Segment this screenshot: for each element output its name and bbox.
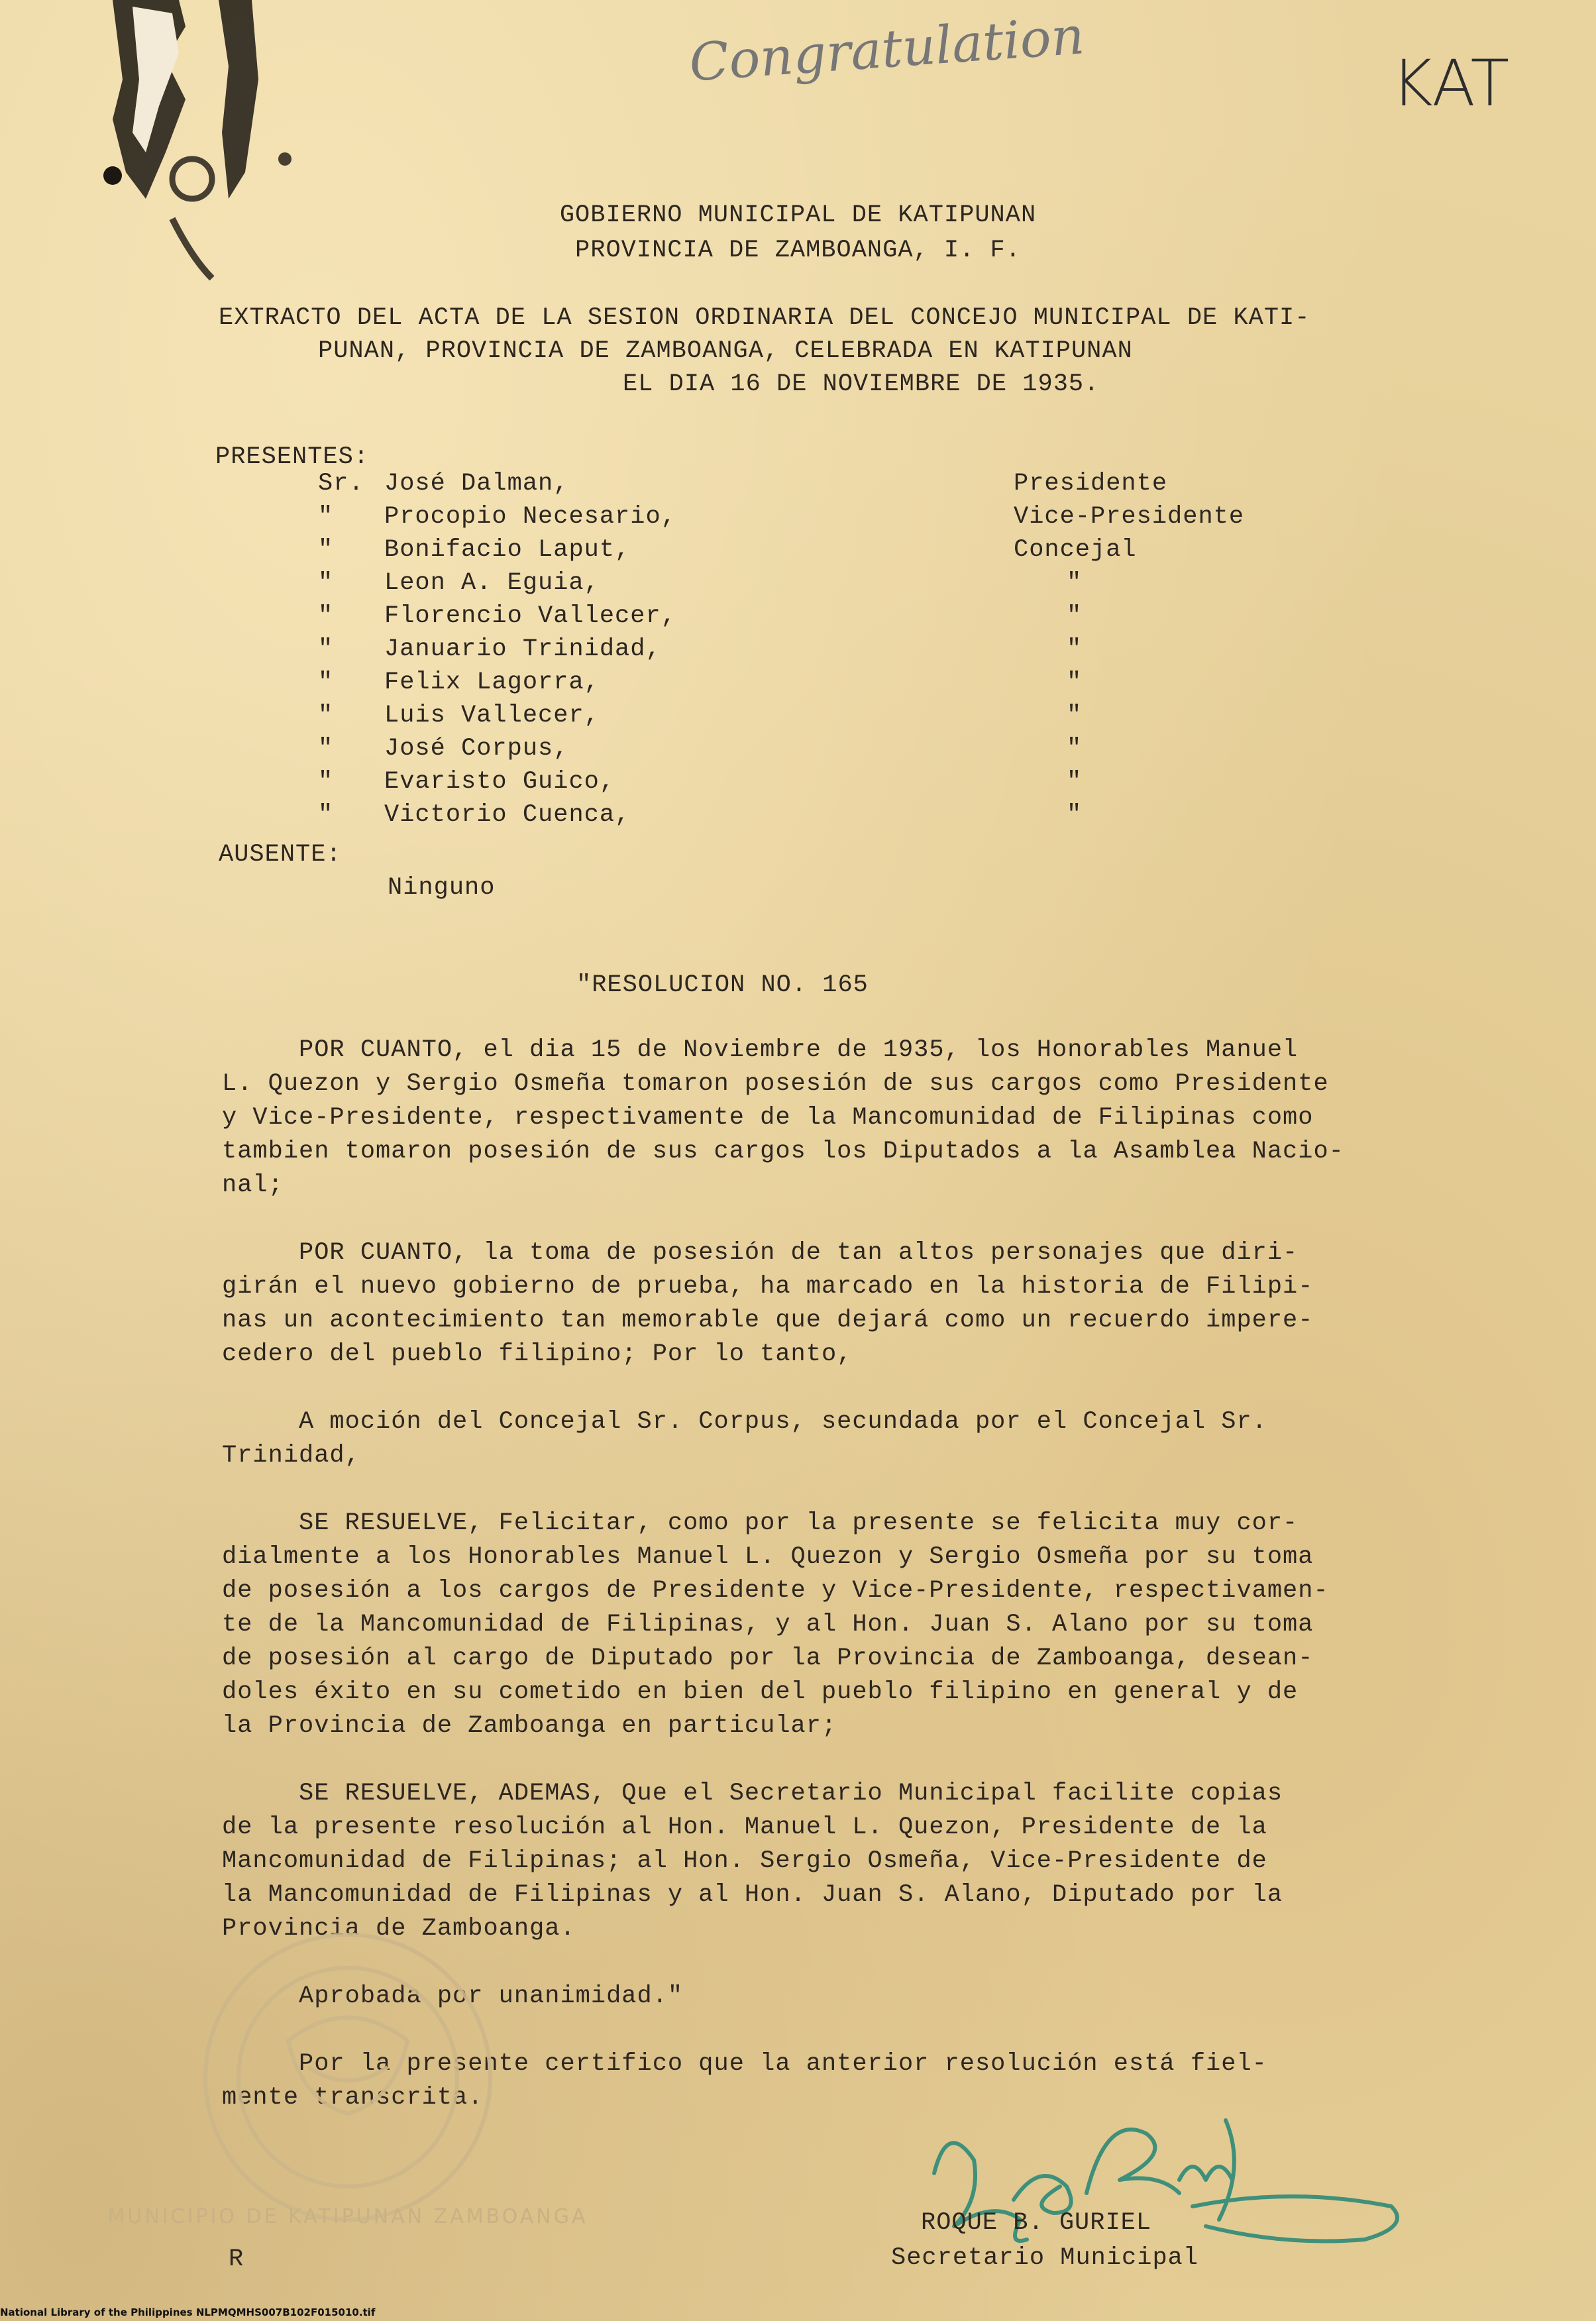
seal-lettering: MUNICIPIO DE KATIPUNAN ZAMBOANGA (107, 2205, 588, 2228)
member-name: Evaristo Guico, (384, 768, 615, 796)
member-role: " (1067, 735, 1083, 763)
member-row (318, 798, 1378, 832)
paragraph-line: tambien tomaron posesión de sus cargos los Diputados a la Asamblea Nacio- (222, 1138, 1344, 1165)
paragraph-line: A moción del Concejal Sr. Corpus, secundada por el Concejal Sr. (222, 1408, 1267, 1436)
member-prefix: " (318, 735, 334, 763)
members-list (318, 467, 1378, 832)
member-row (318, 699, 1378, 732)
member-name: Victorio Cuenca, (384, 801, 631, 829)
member-prefix: Sr. (318, 470, 364, 498)
paragraph-3 (222, 1405, 1344, 1473)
member-row (318, 600, 1378, 633)
paragraph-line: Trinidad, (222, 1442, 360, 1470)
signatory-title: Secretario Municipal (891, 2244, 1199, 2272)
archive-footer: National Library of the Philippines NLPMQMHS007B102F015010.tif (0, 2306, 376, 2318)
member-prefix: " (318, 768, 334, 796)
member-role: " (1067, 768, 1083, 796)
resolution-heading: "RESOLUCION NO. 165 (576, 971, 869, 999)
member-name: Bonifacio Laput, (384, 536, 631, 564)
paragraph-5 (222, 1777, 1344, 1946)
paragraph-line: y Vice-Presidente, respectivamente de la Mancomunidad de Filipinas como (222, 1104, 1314, 1132)
member-name: José Corpus, (384, 735, 569, 763)
paragraph-line: la Mancomunidad de Filipinas y al Hon. Juan S. Alano, Diputado por la (222, 1881, 1283, 1909)
approval-line: Aprobada por unanimidad." (222, 1982, 684, 2010)
paragraph-line: dialmente a los Honorables Manuel L. Quezon y Sergio Osmeña por su toma (222, 1543, 1314, 1571)
member-prefix: " (318, 602, 334, 630)
member-prefix: " (318, 635, 334, 663)
member-row (318, 533, 1378, 567)
paragraph-line: mente transcrita. (222, 2084, 484, 2112)
member-role: " (1067, 669, 1083, 696)
member-prefix: " (318, 801, 334, 829)
member-row (318, 500, 1378, 533)
paragraph-line: nal; (222, 1171, 284, 1199)
member-role: " (1067, 801, 1083, 829)
member-row (318, 467, 1378, 500)
member-prefix: " (318, 536, 334, 564)
paragraph-line: de posesión a los cargos de Presidente y Vice-Presidente, respectivamen- (222, 1577, 1329, 1605)
member-name: Januario Trinidad, (384, 635, 661, 663)
document-title-line-1: EXTRACTO DEL ACTA DE LA SESION ORDINARIA DEL CONCEJO MUNICIPAL DE KATI- (219, 304, 1310, 332)
member-role: Presidente (1014, 470, 1168, 498)
paragraph-line: POR CUANTO, la toma de posesión de tan altos personajes que diri- (222, 1239, 1299, 1267)
member-row (318, 666, 1378, 699)
member-row (318, 765, 1378, 798)
member-prefix: " (318, 669, 334, 696)
paragraph-line: Mancomunidad de Filipinas; al Hon. Sergio Osmeña, Vice-Presidente de (222, 1847, 1267, 1875)
paragraph-line: Por la presente certifico que la anterior resolución está fiel- (222, 2050, 1267, 2078)
absent-label: AUSENTE: (219, 841, 342, 869)
member-name: José Dalman, (384, 470, 569, 498)
paragraph-line: la Provincia de Zamboanga en particular; (222, 1712, 837, 1740)
member-name: Luis Vallecer, (384, 702, 600, 729)
present-label: PRESENTES: (215, 443, 370, 471)
member-name: Procopio Necesario, (384, 503, 676, 531)
paragraph-2 (222, 1236, 1344, 1372)
absent-value: Ninguno (388, 874, 496, 902)
embossed-seal (107, 1921, 588, 2233)
member-row (318, 633, 1378, 666)
member-prefix: " (318, 702, 334, 729)
bottom-mark: R (229, 2245, 244, 2273)
paragraph-line: SE RESUELVE, Felicitar, como por la presente se felicita muy cor- (222, 1509, 1299, 1537)
member-role: " (1067, 702, 1083, 729)
paragraph-4 (222, 1507, 1344, 1743)
member-row (318, 732, 1378, 765)
paragraph-line: SE RESUELVE, ADEMAS, Que el Secretario Municipal facilite copias (222, 1780, 1283, 1808)
member-name: Leon A. Eguia, (384, 569, 600, 597)
paragraph-line: POR CUANTO, el dia 15 de Noviembre de 1935, los Honorables Manuel (222, 1036, 1299, 1064)
member-role: Vice-Presidente (1014, 503, 1245, 531)
paragraph-line: L. Quezon y Sergio Osmeña tomaron posesión de sus cargos como Presidente (222, 1070, 1329, 1098)
paragraph-line: de posesión al cargo de Diputado por la Provincia de Zamboanga, desean- (222, 1645, 1314, 1672)
paragraph-line: nas un acontecimiento tan memorable que dejará como un recuerdo impere- (222, 1307, 1314, 1334)
handwritten-note: Congratulation (687, 6, 1087, 93)
paragraph-line: girán el nuevo gobierno de prueba, ha marcado en la historia de Filipi- (222, 1273, 1314, 1301)
member-role: " (1067, 635, 1083, 663)
member-prefix: " (318, 569, 334, 597)
paragraph-line: de la presente resolución al Hon. Manuel L. Quezon, Presidente de la (222, 1813, 1267, 1841)
signatory-name: ROQUE B. GURIEL (921, 2209, 1152, 2237)
paragraph-line: te de la Mancomunidad de Filipinas, y al Hon. Juan S. Alano por su toma (222, 1611, 1314, 1639)
member-role: Concejal (1014, 536, 1137, 564)
member-row (318, 567, 1378, 600)
paragraph-1 (222, 1034, 1344, 1203)
member-name: Florencio Vallecer, (384, 602, 676, 630)
letterhead-line-2: PROVINCIA DE ZAMBOANGA, I. F. (575, 237, 1021, 264)
member-role: " (1067, 569, 1083, 597)
paragraph-line: cedero del pueblo filipino; Por lo tanto, (222, 1340, 853, 1368)
paragraph-line: doles éxito en su cometido en bien del pueblo filipino en general y de (222, 1678, 1299, 1706)
member-prefix: " (318, 503, 334, 531)
member-role: " (1067, 602, 1083, 630)
document-title-line-2: PUNAN, PROVINCIA DE ZAMBOANGA, CELEBRADA EN KATIPUNAN (318, 337, 1133, 365)
document-title-line-3: EL DIA 16 DE NOVIEMBRE DE 1935. (623, 370, 1100, 398)
corner-code: KAT (1391, 46, 1510, 121)
paragraph-line: Provincia de Zamboanga. (222, 1915, 576, 1943)
letterhead-line-1: GOBIERNO MUNICIPAL DE KATIPUNAN (559, 201, 1037, 229)
member-name: Felix Lagorra, (384, 669, 600, 696)
